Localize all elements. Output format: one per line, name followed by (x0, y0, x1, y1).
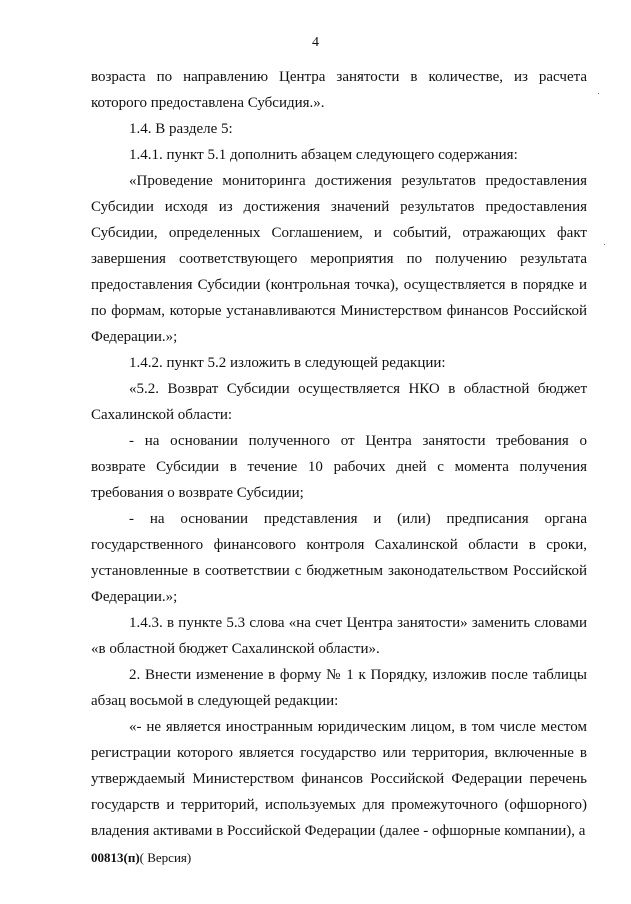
document-body (91, 64, 587, 844)
paragraph: «Проведение мониторинга достижения результатов предоставления Субсидии исходя из достижения значений результатов предоставления Субсидии, определенных Соглашением, и событий, отражающих факт завершения соответствующего мероприятия по получению результата предоставления Субсидии (контрольная точка), осуществляется в порядке и по формам, которые устанавливаются Министерством финансов Российской Федерации.»; (91, 173, 587, 345)
page-number: 4 (312, 35, 319, 50)
paragraph: 2. Внести изменение в форму № 1 к Порядку, изложив после таблицы абзац восьмой в следующей редакции: (91, 667, 587, 709)
paragraph: 1.4.1. пункт 5.1 дополнить абзацем следующего содержания: (129, 147, 518, 163)
paragraph: 1.4.3. в пункте 5.3 слова «на счет Центра занятости» заменить словами «в областной бюджет Сахалинской области». (91, 615, 587, 657)
document-version: ( Версия) (139, 850, 192, 865)
paragraph: возраста по направлению Центра занятости в количестве, из расчета которого предоставлена Субсидия.». (91, 69, 587, 111)
paragraph: «5.2. Возврат Субсидии осуществляется НКО в областной бюджет Сахалинской области: (91, 381, 587, 423)
paragraph: «- не является иностранным юридическим лицом, в том числе местом регистрации которого является государство или территория, включенные в утверждаемый Министерством финансов Российской Федерации перечень государств и территорий, используемых для промежуточного (офшорного) владения активами в Российской Федерации (далее - офшорные компании), а (91, 719, 587, 839)
scan-speck (604, 244, 605, 245)
paragraph: 1.4.2. пункт 5.2 изложить в следующей редакции: (129, 355, 446, 371)
paragraph: - на основании полученного от Центра занятости требования о возврате Субсидии в течение 10 рабочих дней с момента получения требования о возврате Субсидии; (91, 433, 587, 501)
document-code: 00813(п) (91, 850, 140, 865)
scan-speck (598, 93, 599, 94)
paragraph: - на основании представления и (или) предписания органа государственного финансового контроля Сахалинской области в сроки, установленные в соответствии с бюджетным законодательством Российской Федерации.»; (91, 511, 587, 605)
document-footer (91, 849, 191, 867)
paragraph: 1.4. В разделе 5: (129, 121, 233, 137)
